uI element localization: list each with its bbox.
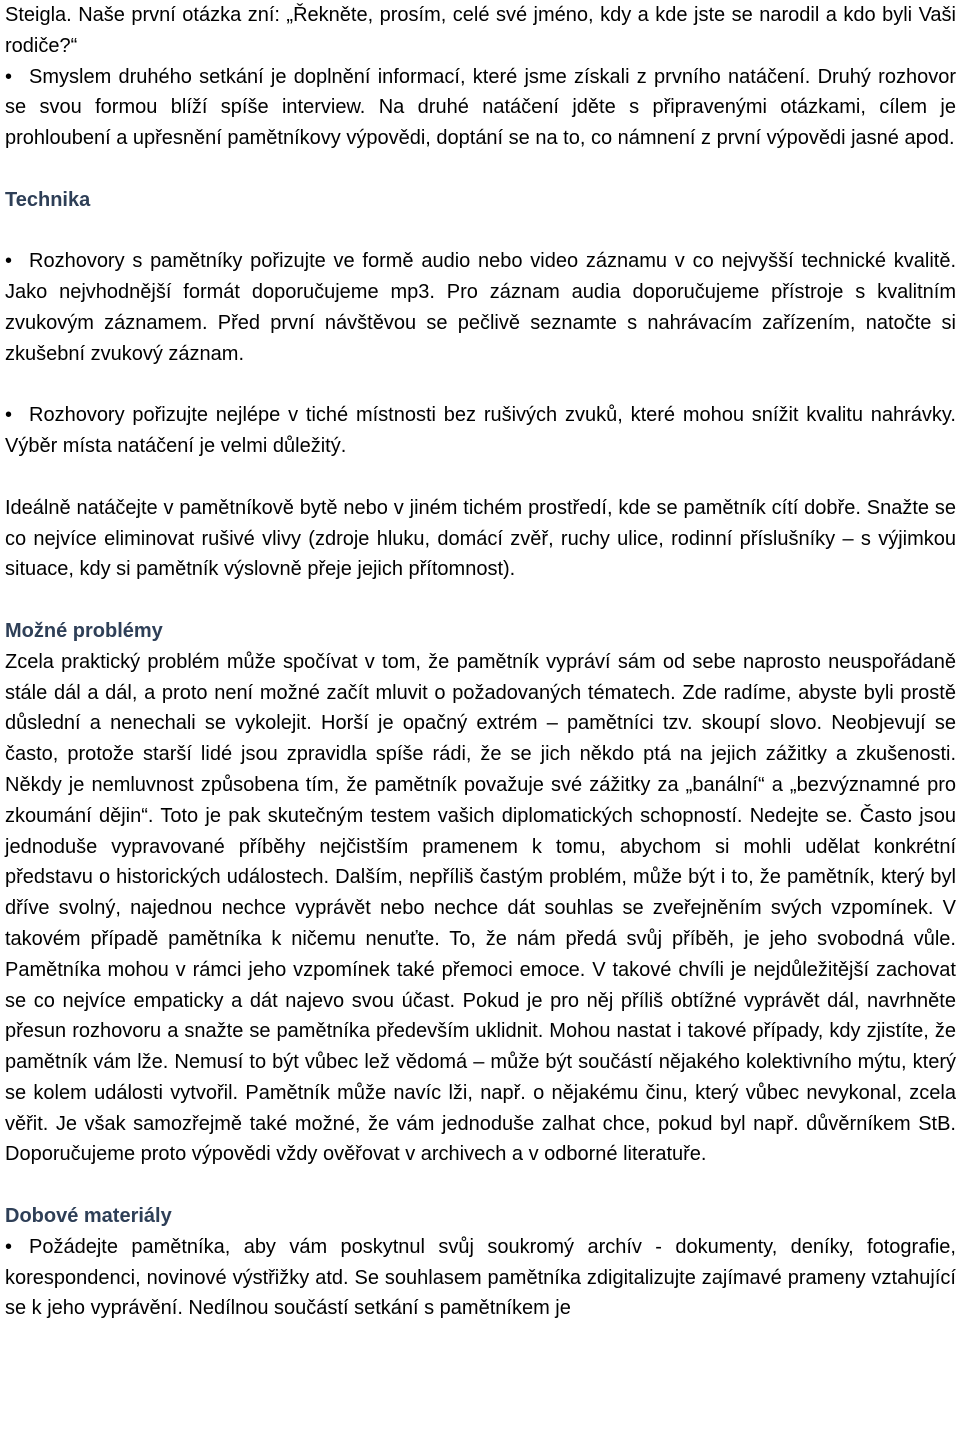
- spacer: [5, 370, 956, 401]
- bullet-text: Rozhovory pořizujte nejlépe v tiché místnosti bez rušivých zvuků, které mohou snížit kvalitu nahrávky. Výběr místa natáčení je velmi důležitý.: [5, 404, 956, 458]
- spacer: [5, 154, 956, 185]
- bullet-item: [5, 246, 956, 369]
- technika-paragraph: Ideálně natáčejte v pamětníkově bytě nebo v jiném tichém prostředí, kde se pamětník cítí dobře. Snažte se co nejvíce eliminovat rušivé vlivy (zdroje hluku, domácí zvěř, ruchy ulice, rodinní příslušníky – s výjimkou situace, kdy si pamětník výslovně přeje jejich přítomnost).: [5, 496, 956, 581]
- bullet-item: [5, 62, 956, 154]
- section-heading-technika: Technika: [5, 188, 91, 211]
- spacer: [5, 462, 956, 493]
- spacer: [5, 1170, 956, 1201]
- bullet-text: Požádejte pamětníka, aby vám poskytnul svůj soukromý archív - dokumenty, deníky, fotografie, korespondenci, novinové výstřižky atd. Se souhlasem pamětníka zdigitalizujte zajímavé prameny vztahující se k jeho vyprávění. Nedílnou součástí setkání s pamětníkem je: [5, 1235, 956, 1320]
- bullet-text: Rozhovory s pamětníky pořizujte ve formě audio nebo video záznamu v co nejvyšší technické kvalitě. Jako nejvhodnější formát doporučujeme mp3. Pro záznam audia doporučujeme přístroje s kvalitním zvukovým záznamem. Před první návštěvou se pečlivě seznamte s nahrávacím zařízením, natočte si zkušební zvukový záznam.: [5, 250, 956, 365]
- bullet-marker: •: [5, 65, 13, 88]
- bullet-item: [5, 400, 956, 462]
- spacer: [5, 216, 956, 247]
- bullet-marker: •: [5, 404, 13, 427]
- bullet-marker: •: [5, 1235, 13, 1258]
- document-page: [5, 0, 956, 1324]
- spacer: [5, 585, 956, 616]
- bullet-marker: •: [5, 250, 13, 273]
- bullet-item: [5, 1232, 956, 1324]
- problemy-paragraph: Zcela praktický problém může spočívat v tom, že pamětník vypráví sám od sebe naprosto neuspořádaně stále dál a dál, a proto není možné začít mluvit o požadovaných tématech. Zde radíme, abyste byli prostě důslední a nenechali se vykolejit. Horší je opačný extrém – pamětníci tzv. skoupí slovo. Neobjevují se často, protože starší lidé jsou zpravidla spíše rádi, že se jich někdo ptá na jejich zážitky a zkušenosti. Někdy je nemluvnost způsobena tím, že pamětník považuje své zážitky za „banální“ a „bezvýznamné pro zkoumání dějin“. Toto je pak skutečným testem vašich diplomatických schopností. Nedejte se. Často jsou jednoduše vypravované příběhy nejčistším pramenem k tomu, abychom si mohli udělat konkrétní představu o historických událostech. Dalším, nepříliš častým problém, může být i to, že pamětník, který byl dříve svolný, najednou nechce vyprávět nebo nechce dát souhlas se zveřejněním svých vzpomínek. V takovém případě pamětníka k ničemu nenuťte. To, že nám předá svůj příběh, je jeho svobodná vůle. Pamětníka mohou v rámci jeho vzpomínek také přemoci emoce. V takové chvíli je nejdůležitější zachovat se co nejvíce empaticky a dát najevo svou účast. Pokud je pro něj příliš obtížné vyprávět dál, navrhněte přesun rozhovoru a snažte se pamětníka především uklidnit. Mohou nastat i takové případy, kdy zjistíte, že pamětník vám lže. Nemusí to být vůbec lež vědomá – může být součástí nějakého kolektivního mýtu, který se kolem události vytvořil. Pamětník může navíc lži, např. o nějakému činu, který vůbec nevykonal, zcela věřit. Je však samozřejmě také možné, že vám jednoduše zalhat chce, pokud byl např. důvěrníkem StB. Doporučujeme proto výpovědi vždy ověřovat v archivech a v odborné literatuře.: [5, 650, 956, 1166]
- intro-paragraph: Steigla. Naše první otázka zní: „Řekněte, prosím, celé své jméno, kdy a kde jste se narodil a kdo byli Vaši rodiče?“: [5, 4, 956, 57]
- bullet-text: Smyslem druhého setkání je doplnění informací, které jsme získali z prvního natáčení. Druhý rozhovor se svou formou blíží spíše interview. Na druhé natáčení jděte s připravenými otázkami, cílem je prohloubení a upřesnění pamětníkovy výpovědi, doptání se na to, co námnení z první výpovědi jasné apod.: [5, 65, 956, 150]
- section-heading-problemy: Možné problémy: [5, 619, 163, 642]
- section-heading-materialy: Dobové materiály: [5, 1205, 172, 1228]
